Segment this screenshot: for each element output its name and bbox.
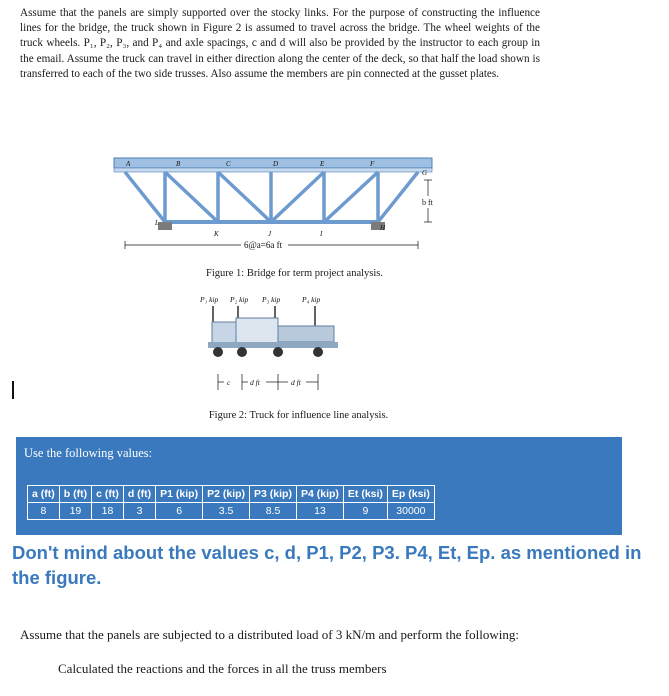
header-p2: P2 (kip): [203, 486, 250, 503]
value-d: 3: [123, 503, 155, 520]
node-label-h: H: [380, 224, 386, 232]
node-label-i: I: [320, 230, 323, 238]
header-a: a (ft): [28, 486, 60, 503]
node-label-d: D: [273, 160, 279, 168]
spacing-c-label: c: [227, 378, 231, 387]
values-data-row: [28, 503, 435, 520]
value-b: 19: [59, 503, 91, 520]
calc-text: Calculated the reactions and the forces in all the truss members: [58, 661, 387, 676]
span-label: 6@a=6a ft: [244, 240, 283, 250]
header-c: c (ft): [92, 486, 124, 503]
value-et: 9: [343, 503, 387, 520]
header-d: d (ft): [123, 486, 155, 503]
values-table: [27, 485, 435, 520]
node-label-g: G: [422, 169, 428, 177]
value-p4: 13: [296, 503, 343, 520]
node-label-k: K: [214, 230, 219, 238]
value-c: 18: [92, 503, 124, 520]
header-p1: P1 (kip): [156, 486, 203, 503]
node-label-e: E: [320, 160, 325, 168]
bridge-truss-figure: [108, 150, 438, 275]
node-label-a: A: [126, 160, 131, 168]
text-cursor-mark: [12, 381, 14, 399]
value-p3: 8.5: [250, 503, 297, 520]
node-label-f: F: [370, 160, 375, 168]
node-label-b: B: [176, 160, 181, 168]
node-label-l: L: [155, 219, 159, 227]
spacing-d1-label: d ft: [250, 378, 260, 387]
value-a: 8: [28, 503, 60, 520]
truck-figure: [180, 292, 380, 402]
values-title: Use the following values:: [24, 446, 153, 460]
values-panel: [16, 437, 622, 535]
value-p2: 3.5: [203, 503, 250, 520]
header-ep: Ep (ksi): [387, 486, 434, 503]
spacing-d2-label: d ft: [291, 378, 301, 387]
intro-paragraph: Assume that the panels are simply supported over the stocky links. For the purpose of constructing the influence lines for the bridge, the truck shown in Figure 2 is assumed to travel across the bridge. The wheel weights of the truck wheels. P₁, P₂, P₃, and P₄ and axle spacings, c and d will also be provided by the instructor to each group in the email. Assume the truck can travel in either direction along the center of the deck, so that half the load shown is transferred to each of the two side trusses. Also assume the members are pin connected at the gusset plates.: [20, 7, 540, 80]
load-label-p4: P₄ kip: [302, 295, 321, 304]
header-et: Et (ksi): [343, 486, 387, 503]
figure1-caption: Figure 1: Bridge for term project analysis.: [206, 268, 383, 279]
load-label-p3: P₃ kip: [262, 295, 281, 304]
header-p4: P4 (kip): [296, 486, 343, 503]
node-label-j: J: [268, 230, 272, 238]
value-p1: 6: [156, 503, 203, 520]
node-label-c: C: [226, 160, 231, 168]
figure2-caption: Figure 2: Truck for influence line analysis.: [208, 410, 389, 421]
load-label-p1: P₁ kip: [200, 295, 219, 304]
header-b: b (ft): [59, 486, 91, 503]
assume-text: Assume that the panels are subjected to a distributed load of 3 kN/m and perform the following:: [20, 627, 519, 642]
values-header-row: [28, 486, 435, 503]
note-heading: Don't mind about the values c, d, P1, P2, P3. P4, Et, Ep. as mentioned in the figure.: [12, 542, 642, 588]
value-ep: 30000: [387, 503, 434, 520]
height-label: b ft: [422, 198, 433, 207]
header-p3: P3 (kip): [250, 486, 297, 503]
load-label-p2: P₂ kip: [230, 295, 249, 304]
